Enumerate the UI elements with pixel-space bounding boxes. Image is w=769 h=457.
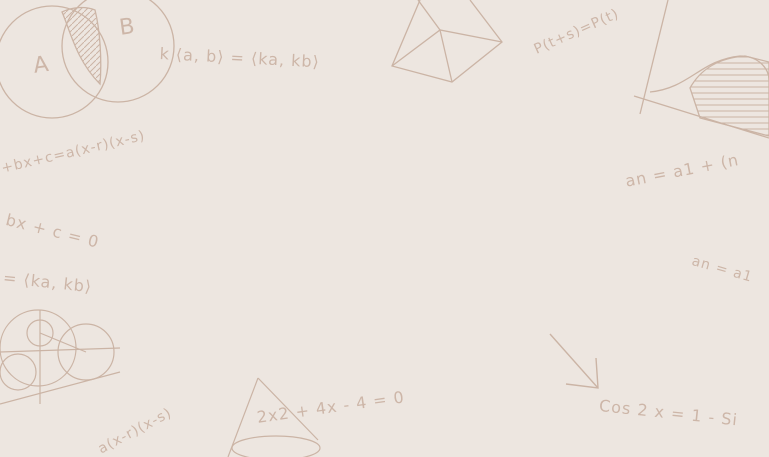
formula-arithmetic-sequence: an = a1 + (n [623, 150, 741, 191]
formula-linear-zero: bx + c = 0 [3, 210, 102, 252]
curve-graph-icon [634, 0, 769, 138]
formula-probability: P(t+s)=P(t) [531, 5, 622, 58]
formula-vector-scalar: k ⟨a, b⟩ = ⟨ka, kb⟩ [159, 44, 321, 72]
venn-label-a: A [31, 51, 51, 79]
circle-construction-icon [0, 310, 120, 404]
formula-factored-partial: a(x-r)(x-s) [95, 405, 175, 457]
formula-arithmetic-sequence-2: an = a1 [689, 253, 755, 286]
formula-factored-quadratic: +bx+c=a(x-r)(x-s) [0, 127, 147, 177]
formula-vector-result: = ⟨ka, kb⟩ [2, 268, 94, 297]
venn-label-b: B [117, 13, 137, 41]
arrow-sketch-icon [550, 334, 598, 388]
pyramid-sketch-icon [392, 0, 502, 82]
venn-diagram-icon [0, 0, 174, 118]
formula-quadratic: 2x2 + 4x - 4 = 0 [255, 387, 406, 427]
formula-cosine-identity: Cos 2 x = 1 - Si [598, 396, 739, 430]
